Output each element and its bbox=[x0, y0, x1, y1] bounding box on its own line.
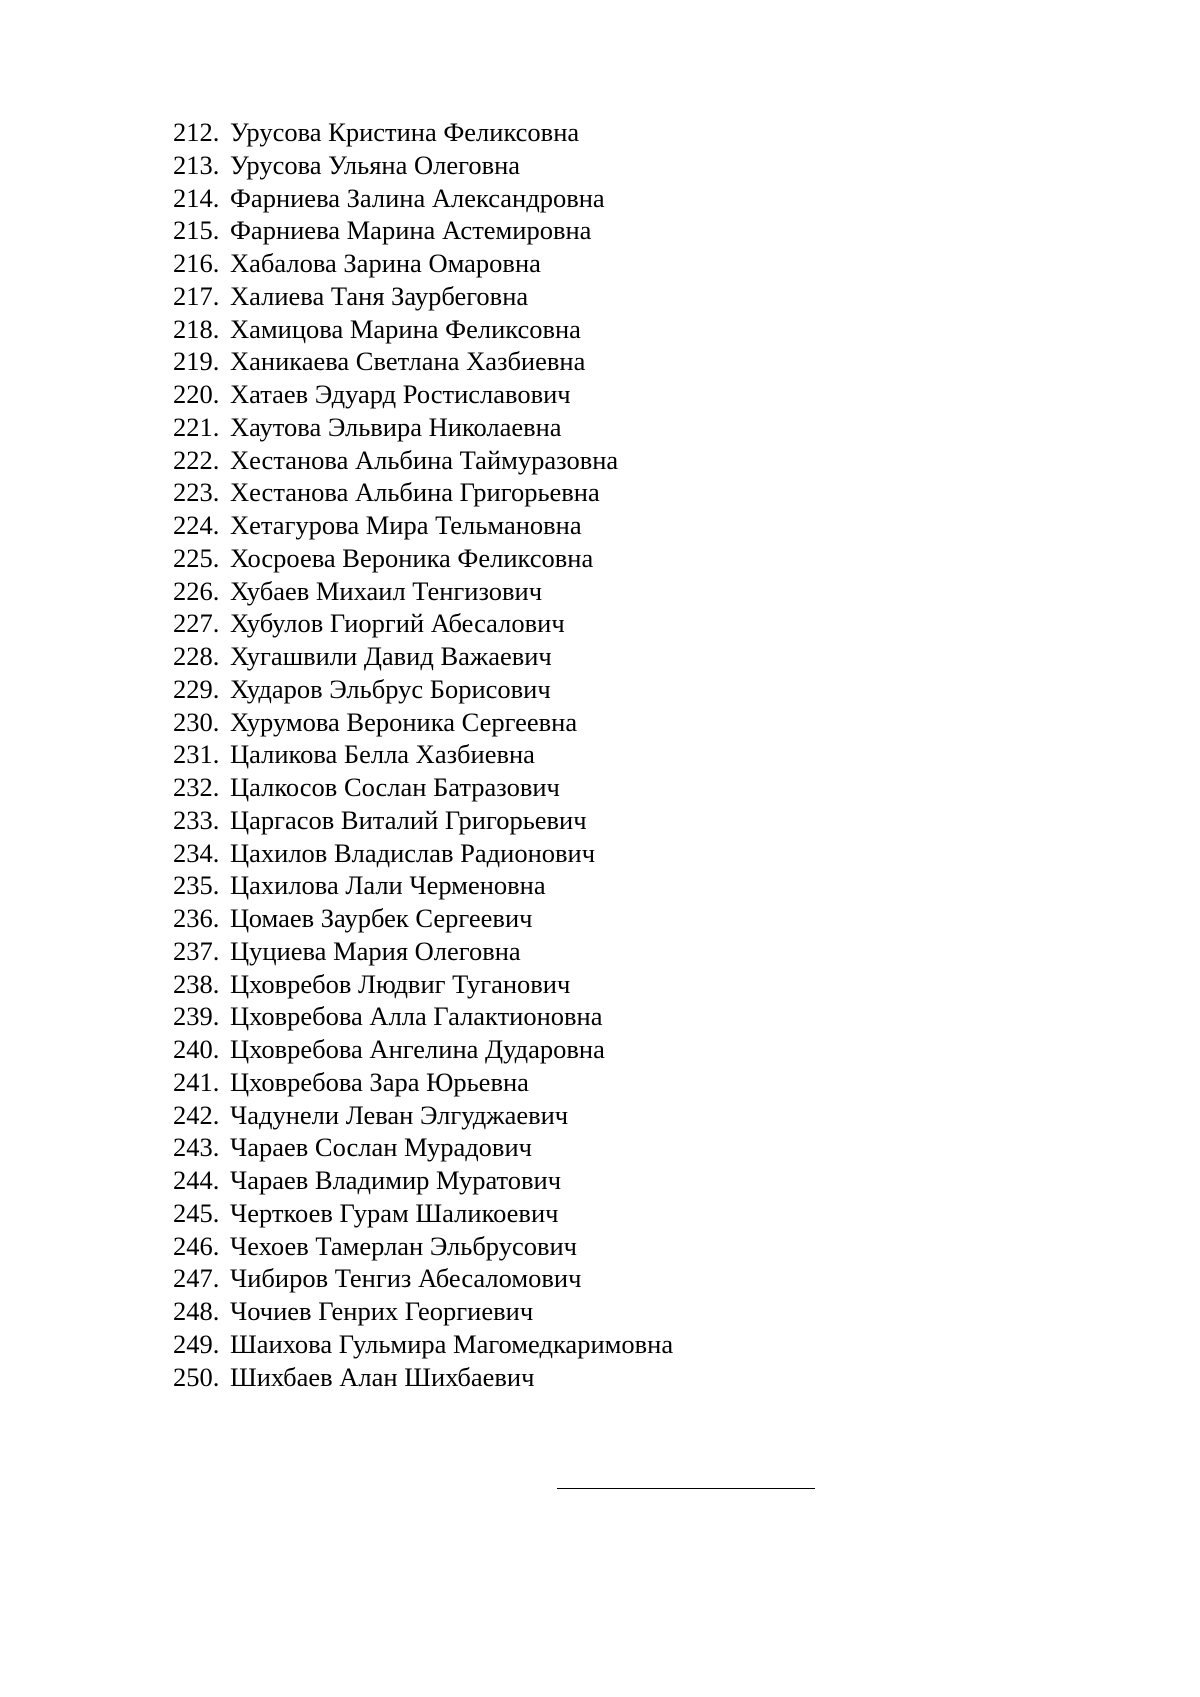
item-name: Хурумова Вероника Сергеевна bbox=[230, 706, 578, 737]
list-item bbox=[173, 280, 673, 313]
item-name: Чибиров Тенгиз Абесаломович bbox=[230, 1263, 582, 1294]
list-item bbox=[173, 509, 673, 542]
item-name: Хестанова Альбина Григорьевна bbox=[230, 477, 600, 508]
list-item bbox=[173, 607, 673, 640]
list-item bbox=[173, 902, 673, 935]
item-name: Чараев Владимир Муратович bbox=[230, 1165, 562, 1195]
list-item bbox=[173, 378, 673, 411]
list-item bbox=[173, 411, 673, 444]
item-name: Хаутова Эльвира Николаевна bbox=[230, 411, 562, 442]
item-name: Черткоев Гурам Шаликоевич bbox=[230, 1197, 559, 1228]
item-number: 247. bbox=[173, 1263, 220, 1294]
item-name: Хударов Эльбрус Борисович bbox=[230, 673, 551, 704]
list-item bbox=[173, 968, 673, 1001]
item-number: 230. bbox=[173, 706, 220, 737]
item-name: Цахилова Лали Черменовна bbox=[230, 870, 546, 901]
item-name: Фарниева Залина Александровна bbox=[230, 182, 605, 213]
name-list bbox=[173, 116, 673, 1393]
list-item bbox=[173, 673, 673, 706]
item-number: 222. bbox=[173, 444, 220, 475]
item-number: 241. bbox=[173, 1066, 220, 1097]
item-name: Царгасов Виталий Григорьевич bbox=[230, 804, 587, 835]
item-number: 232. bbox=[173, 772, 220, 802]
item-number: 235. bbox=[173, 870, 220, 901]
item-number: 226. bbox=[173, 575, 220, 606]
list-item bbox=[173, 149, 673, 182]
item-number: 237. bbox=[173, 935, 220, 966]
list-item bbox=[173, 640, 673, 673]
item-number: 213. bbox=[173, 149, 220, 180]
item-name: Чехоев Тамерлан Эльбрусович bbox=[230, 1230, 577, 1261]
item-number: 250. bbox=[173, 1361, 220, 1392]
list-item bbox=[173, 542, 673, 575]
item-number: 216. bbox=[173, 248, 220, 278]
item-name: Чадунели Леван Элгуджаевич bbox=[230, 1099, 569, 1130]
item-number: 244. bbox=[173, 1165, 220, 1195]
item-number: 239. bbox=[173, 1001, 220, 1032]
item-number: 220. bbox=[173, 379, 220, 409]
list-item bbox=[173, 1328, 673, 1361]
list-item bbox=[173, 476, 673, 509]
item-name: Чараев Сослан Мурадович bbox=[230, 1132, 532, 1163]
item-name: Цахилов Владислав Радионович bbox=[230, 837, 596, 868]
item-name: Хамицова Марина Феликсовна bbox=[230, 313, 581, 344]
item-number: 233. bbox=[173, 804, 220, 835]
item-name: Цалкосов Сослан Батразович bbox=[230, 772, 560, 802]
list-item bbox=[173, 935, 673, 968]
item-name: Шаихова Гульмира Магомедкаримовна bbox=[230, 1328, 674, 1359]
list-item bbox=[173, 738, 673, 771]
list-item bbox=[173, 804, 673, 837]
item-name: Хестанова Альбина Таймуразовна bbox=[230, 444, 619, 475]
item-name: Хосроева Вероника Феликсовна bbox=[230, 542, 594, 573]
list-item bbox=[173, 313, 673, 346]
item-number: 218. bbox=[173, 313, 220, 344]
item-number: 246. bbox=[173, 1230, 220, 1261]
list-item bbox=[173, 575, 673, 608]
list-item bbox=[173, 345, 673, 378]
item-number: 227. bbox=[173, 608, 220, 639]
item-name: Хубулов Гиоргий Абесалович bbox=[230, 608, 565, 639]
list-item bbox=[173, 444, 673, 477]
item-name: Чочиев Генрих Георгиевич bbox=[230, 1296, 534, 1326]
item-number: 221. bbox=[173, 411, 220, 442]
item-name: Урусова Кристина Феликсовна bbox=[230, 117, 580, 147]
list-item bbox=[173, 1033, 673, 1066]
item-name: Цховребова Зара Юрьевна bbox=[230, 1066, 529, 1097]
item-number: 229. bbox=[173, 673, 220, 704]
item-number: 249. bbox=[173, 1328, 220, 1359]
item-name: Хатаев Эдуард Ростиславович bbox=[230, 379, 571, 409]
list-item bbox=[173, 869, 673, 902]
item-name: Урусова Ульяна Олеговна bbox=[230, 149, 521, 180]
item-name: Халиева Таня Заурбеговна bbox=[230, 280, 529, 311]
item-number: 248. bbox=[173, 1296, 220, 1326]
item-number: 245. bbox=[173, 1197, 220, 1228]
list-item bbox=[173, 116, 673, 149]
list-item bbox=[173, 1361, 673, 1394]
item-name: Цховребова Алла Галактионовна bbox=[230, 1001, 603, 1032]
item-name: Ханикаева Светлана Хазбиевна bbox=[230, 346, 586, 377]
item-name: Шихбаев Алан Шихбаевич bbox=[230, 1361, 535, 1392]
item-name: Хугашвили Давид Важаевич bbox=[230, 641, 552, 671]
list-item bbox=[173, 1230, 673, 1263]
item-number: 234. bbox=[173, 837, 220, 868]
item-name: Цомаев Заурбек Сергеевич bbox=[230, 903, 533, 933]
item-name: Цховребова Ангелина Дударовна bbox=[230, 1034, 605, 1064]
item-name: Хабалова Зарина Омаровна bbox=[230, 248, 541, 278]
list-item bbox=[173, 1099, 673, 1132]
list-item bbox=[173, 247, 673, 280]
item-number: 238. bbox=[173, 968, 220, 999]
item-number: 225. bbox=[173, 542, 220, 573]
item-number: 243. bbox=[173, 1132, 220, 1163]
item-number: 224. bbox=[173, 510, 220, 540]
list-item bbox=[173, 1000, 673, 1033]
list-item bbox=[173, 771, 673, 804]
item-number: 217. bbox=[173, 280, 220, 311]
item-number: 223. bbox=[173, 477, 220, 508]
item-number: 228. bbox=[173, 641, 220, 671]
list-item bbox=[173, 1131, 673, 1164]
item-number: 212. bbox=[173, 117, 220, 147]
item-name: Хубаев Михаил Тенгизович bbox=[230, 575, 543, 606]
list-item bbox=[173, 1262, 673, 1295]
list-item bbox=[173, 182, 673, 215]
item-number: 215. bbox=[173, 215, 220, 246]
list-item bbox=[173, 214, 673, 247]
item-number: 242. bbox=[173, 1099, 220, 1130]
item-number: 219. bbox=[173, 346, 220, 377]
item-name: Цховребов Людвиг Туганович bbox=[230, 968, 571, 999]
item-name: Цаликова Белла Хазбиевна bbox=[230, 739, 535, 770]
list-item bbox=[173, 1066, 673, 1099]
list-item bbox=[173, 1295, 673, 1328]
item-name: Цуциева Мария Олеговна bbox=[230, 935, 521, 966]
item-number: 231. bbox=[173, 739, 220, 770]
item-number: 240. bbox=[173, 1034, 220, 1064]
list-item bbox=[173, 837, 673, 870]
item-number: 214. bbox=[173, 182, 220, 213]
list-item bbox=[173, 1164, 673, 1197]
list-item bbox=[173, 1197, 673, 1230]
list-item bbox=[173, 706, 673, 739]
separator-line bbox=[557, 1488, 815, 1489]
item-name: Хетагурова Мира Тельмановна bbox=[230, 510, 582, 540]
item-name: Фарниева Марина Астемировна bbox=[230, 215, 592, 246]
item-number: 236. bbox=[173, 903, 220, 933]
